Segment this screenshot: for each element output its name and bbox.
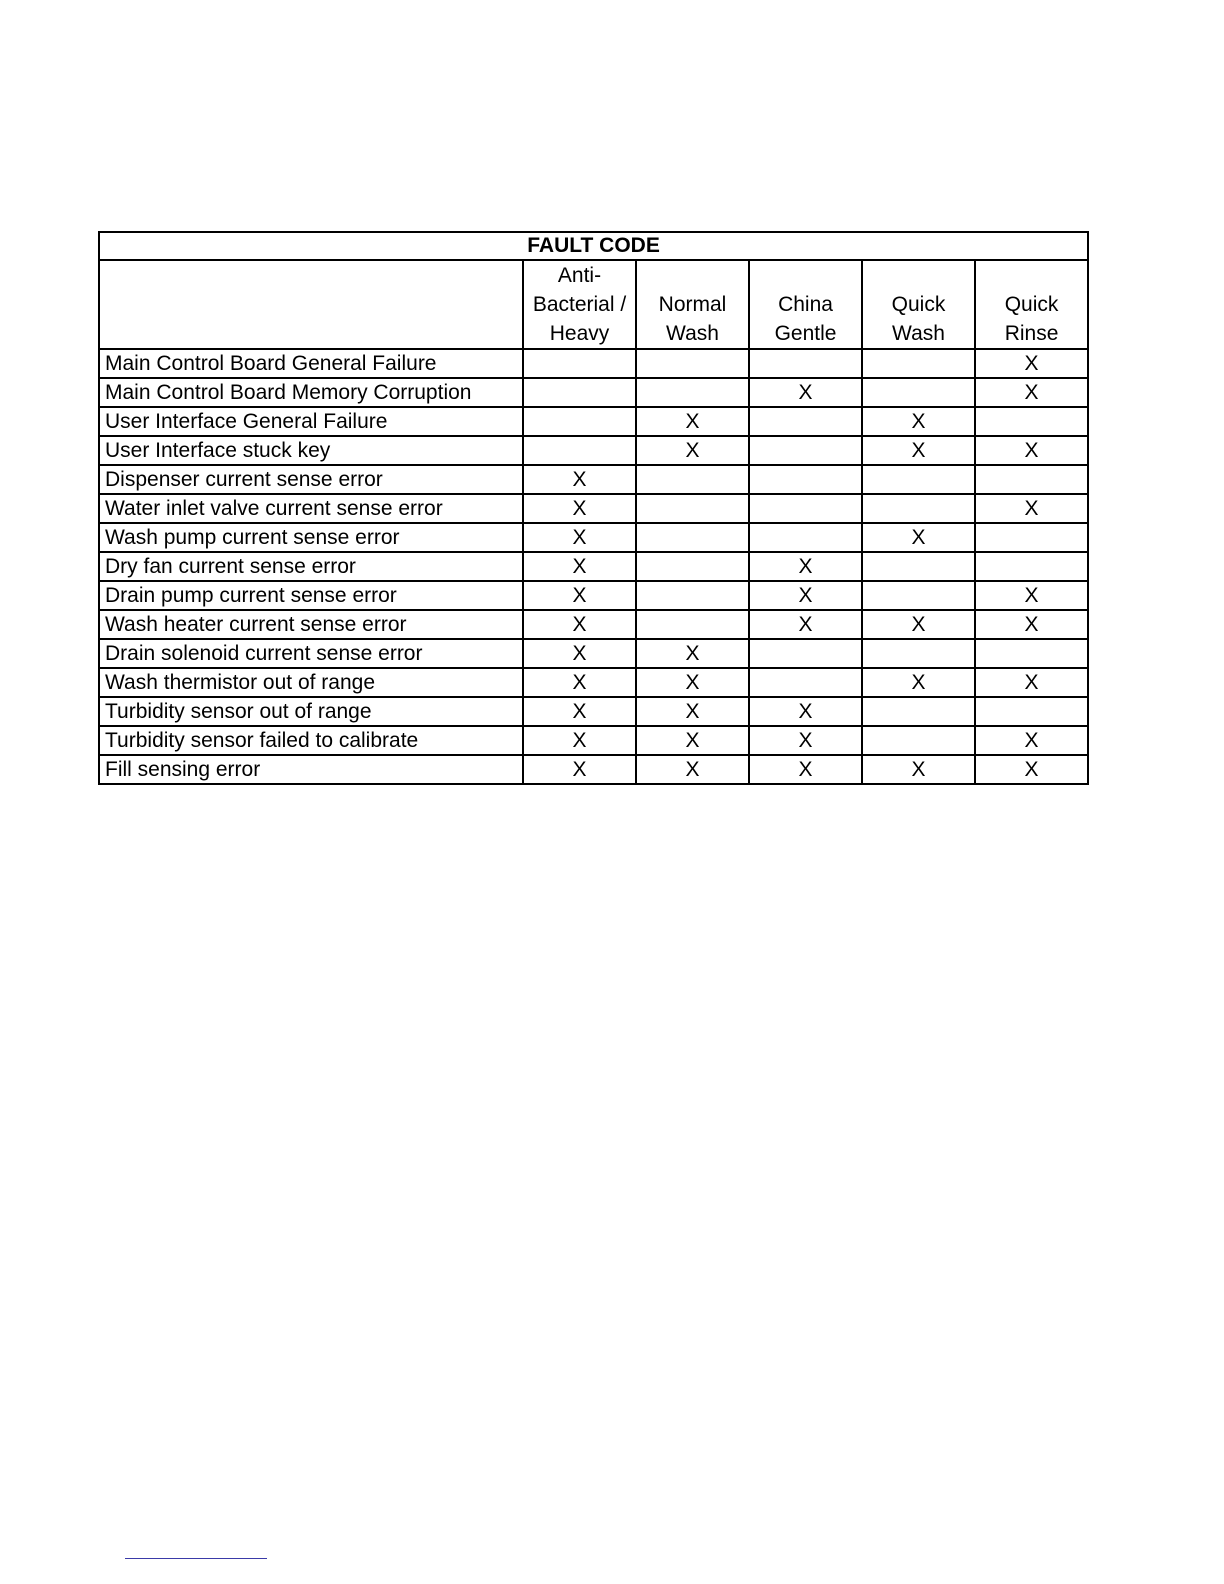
fault-description: Turbidity sensor failed to calibrate [99,726,523,755]
column-header-normal-wash [636,260,749,349]
fault-mark-cell [862,465,975,494]
table-row [99,639,1088,668]
fault-mark-cell [523,436,636,465]
fault-mark-cell: X [749,697,862,726]
table-row [99,407,1088,436]
fault-mark-cell: X [523,610,636,639]
fault-mark-cell [975,465,1088,494]
fault-mark-cell [636,523,749,552]
fault-mark-cell: X [636,668,749,697]
table-title: FAULT CODE [99,232,1088,260]
column-header-china-gentle [749,260,862,349]
fault-mark-cell: X [636,755,749,784]
column-header-line: Quick [1004,293,1059,316]
column-header-line: Quick [891,293,946,316]
fault-mark-cell: X [862,523,975,552]
fault-code-table [98,231,1089,785]
fault-mark-cell: X [523,668,636,697]
fault-mark-cell [523,349,636,378]
fault-mark-cell: X [862,610,975,639]
fault-mark-cell: X [975,668,1088,697]
fault-mark-cell [975,552,1088,581]
footer-rule [125,1558,267,1559]
fault-mark-cell [636,552,749,581]
fault-description: User Interface stuck key [99,436,523,465]
column-header-anti-bacterial-heavy [523,260,636,349]
fault-mark-cell: X [862,668,975,697]
table-row [99,755,1088,784]
fault-mark-cell [862,697,975,726]
fault-mark-cell: X [749,610,862,639]
column-header-line: China [778,293,833,316]
fault-mark-cell: X [523,523,636,552]
fault-mark-cell [975,407,1088,436]
fault-description: Main Control Board General Failure [99,349,523,378]
fault-mark-cell [636,465,749,494]
column-header-line: Gentle [774,322,837,345]
column-header-line: Heavy [549,322,610,345]
fault-mark-cell: X [862,755,975,784]
fault-mark-cell: X [636,726,749,755]
fault-mark-cell [975,639,1088,668]
fault-description: User Interface General Failure [99,407,523,436]
table-row [99,436,1088,465]
fault-mark-cell [862,378,975,407]
fault-mark-cell: X [523,726,636,755]
fault-mark-cell: X [749,726,862,755]
fault-mark-cell: X [523,494,636,523]
fault-mark-cell: X [975,378,1088,407]
column-header-line: Wash [892,322,945,345]
table-row [99,552,1088,581]
fault-rows [99,349,1088,784]
fault-mark-cell: X [523,552,636,581]
fault-mark-cell [749,639,862,668]
table-title-row [99,232,1088,260]
fault-mark-cell [523,407,636,436]
fault-mark-cell [749,436,862,465]
fault-mark-cell: X [636,639,749,668]
fault-mark-cell [636,378,749,407]
fault-mark-cell [636,581,749,610]
fault-mark-cell [749,523,862,552]
fault-mark-cell [749,407,862,436]
fault-description: Main Control Board Memory Corruption [99,378,523,407]
fault-mark-cell [636,494,749,523]
fault-mark-cell: X [523,581,636,610]
table-row [99,349,1088,378]
fault-mark-cell [749,349,862,378]
fault-description: Wash thermistor out of range [99,668,523,697]
fault-mark-cell: X [862,407,975,436]
column-header-line: Anti- [557,264,602,287]
fault-description: Dispenser current sense error [99,465,523,494]
fault-mark-cell [749,494,862,523]
fault-mark-cell: X [523,755,636,784]
fault-description: Water inlet valve current sense error [99,494,523,523]
fault-mark-cell [862,349,975,378]
fault-description: Drain pump current sense error [99,581,523,610]
fault-mark-cell [862,494,975,523]
table-row [99,668,1088,697]
table-row [99,465,1088,494]
fault-mark-cell [862,552,975,581]
fault-mark-cell: X [862,436,975,465]
fault-mark-cell: X [636,697,749,726]
description-column-header [99,260,523,349]
table-row [99,697,1088,726]
table-row [99,523,1088,552]
fault-mark-cell: X [749,378,862,407]
fault-mark-cell: X [636,436,749,465]
fault-mark-cell: X [975,349,1088,378]
table-row [99,610,1088,639]
table-row [99,494,1088,523]
column-header-quick-wash [862,260,975,349]
fault-mark-cell: X [975,494,1088,523]
column-header-quick-rinse [975,260,1088,349]
fault-mark-cell: X [975,755,1088,784]
fault-mark-cell: X [975,726,1088,755]
column-header-line: Wash [666,322,719,345]
fault-mark-cell: X [523,465,636,494]
fault-description: Fill sensing error [99,755,523,784]
fault-description: Drain solenoid current sense error [99,639,523,668]
column-header-line: Rinse [1004,322,1059,345]
fault-mark-cell [523,378,636,407]
fault-mark-cell [862,726,975,755]
fault-mark-cell [862,581,975,610]
fault-description: Wash pump current sense error [99,523,523,552]
fault-description: Turbidity sensor out of range [99,697,523,726]
fault-mark-cell: X [523,697,636,726]
fault-mark-cell: X [749,755,862,784]
fault-mark-cell [975,697,1088,726]
fault-mark-cell: X [975,436,1088,465]
table-row [99,378,1088,407]
fault-mark-cell [636,610,749,639]
fault-mark-cell [862,639,975,668]
table-row [99,581,1088,610]
fault-mark-cell: X [523,639,636,668]
fault-mark-cell: X [975,610,1088,639]
fault-mark-cell [749,668,862,697]
fault-mark-cell: X [749,581,862,610]
fault-description: Wash heater current sense error [99,610,523,639]
column-header-line: Normal [658,293,727,316]
column-header-line: Bacterial / [532,293,627,316]
fault-mark-cell [749,465,862,494]
fault-mark-cell [975,523,1088,552]
fault-description: Dry fan current sense error [99,552,523,581]
fault-mark-cell [636,349,749,378]
fault-mark-cell: X [636,407,749,436]
fault-mark-cell: X [749,552,862,581]
column-header-row [99,260,1088,349]
fault-mark-cell: X [975,581,1088,610]
table-row [99,726,1088,755]
